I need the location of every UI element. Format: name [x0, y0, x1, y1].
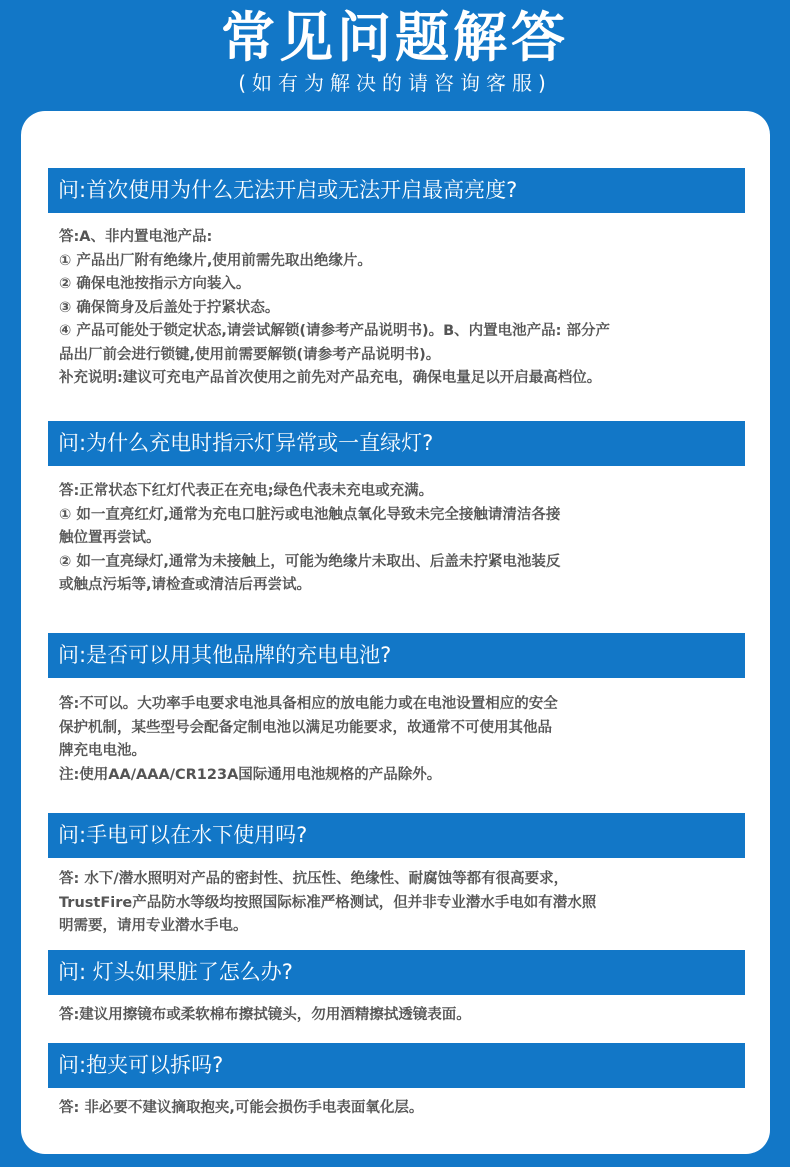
faq-question-5: 问: 灯头如果脏了怎么办?: [48, 950, 745, 995]
answer-line: 答:A、非内置电池产品:: [59, 229, 213, 245]
faq-answer-2: [59, 480, 739, 598]
answer-line: 注:使用AA/AAA/CR123A国际通用电池规格的产品除外。: [59, 766, 442, 783]
answer-line: 触位置再尝试。: [59, 530, 161, 546]
answer-line: ① 产品出厂附有绝缘片,使用前需先取出绝缘片。: [59, 252, 372, 269]
answer-line: 答: 非必要不建议摘取抱夹,可能会损伤手电表面氧化层。: [59, 1100, 424, 1116]
answer-line: ③ 确保筒身及后盖处于拧紧状态。: [59, 299, 280, 316]
answer-line: 答:正常状态下红灯代表正在充电;绿色代表未充电或充满。: [59, 483, 434, 499]
answer-line: 保护机制，某些型号会配备定制电池以满足功能要求，故通常不可使用其他品: [59, 719, 552, 736]
faq-question-1: 问:首次使用为什么无法开启或无法开启最高亮度?: [48, 168, 745, 213]
faq-card: [21, 111, 770, 1154]
faq-answer-4: [59, 868, 739, 939]
answer-line: 答:不可以。大功率手电要求电池具备相应的放电能力或在电池设置相应的安全: [59, 696, 558, 712]
answer-line: 答: 水下/潜水照明对产品的密封性、抗压性、绝缘性、耐腐蚀等都有很高要求，: [59, 871, 569, 887]
faq-answer-6: [59, 1097, 739, 1121]
answer-line: TrustFire产品防水等级均按照国际标准严格测试，但并非专业潜水手电如有潜水照: [59, 894, 597, 911]
answer-line: ④ 产品可能处于锁定状态,请尝试解锁(请参考产品说明书)。B、内置电池产品: 部分产: [59, 323, 610, 339]
faq-question-3: 问:是否可以用其他品牌的充电电池?: [48, 633, 745, 678]
answer-line: 牌充电电池。: [59, 743, 146, 759]
page-title: 常见问题解答: [221, 6, 569, 69]
faq-answer-3: [59, 693, 739, 787]
answer-line: 品出厂前会进行锁键,使用前需要解锁(请参考产品说明书)。: [59, 346, 441, 363]
answer-line: 明需要，请用专业潜水手电。: [59, 918, 248, 934]
answer-line: 答:建议用擦镜布或柔软棉布擦拭镜头，勿用酒精擦拭透镜表面。: [59, 1007, 471, 1023]
faq-answer-5: [59, 1004, 739, 1028]
answer-line: 补充说明:建议可充电产品首次使用之前先对产品充电，确保电量足以开启最高档位。: [59, 370, 602, 386]
faq-question-4: 问:手电可以在水下使用吗?: [48, 813, 745, 858]
answer-line: ② 如一直亮绿灯,通常为未接触上，可能为绝缘片未取出、后盖未拧紧电池装反: [59, 553, 561, 570]
answer-line: ① 如一直亮红灯,通常为充电口脏污或电池触点氧化导致未完全接触请清洁各接: [59, 506, 561, 523]
page-subtitle: (如有为解决的请咨询客服): [238, 71, 552, 95]
answer-line: ② 确保电池按指示方向装入。: [59, 276, 251, 292]
faq-question-6: 问:抱夹可以拆吗?: [48, 1043, 745, 1088]
faq-answer-1: [59, 226, 739, 391]
answer-line: 或触点污垢等,请检查或清洁后再尝试。: [59, 577, 312, 593]
faq-question-2: 问:为什么充电时指示灯异常或一直绿灯?: [48, 421, 745, 466]
